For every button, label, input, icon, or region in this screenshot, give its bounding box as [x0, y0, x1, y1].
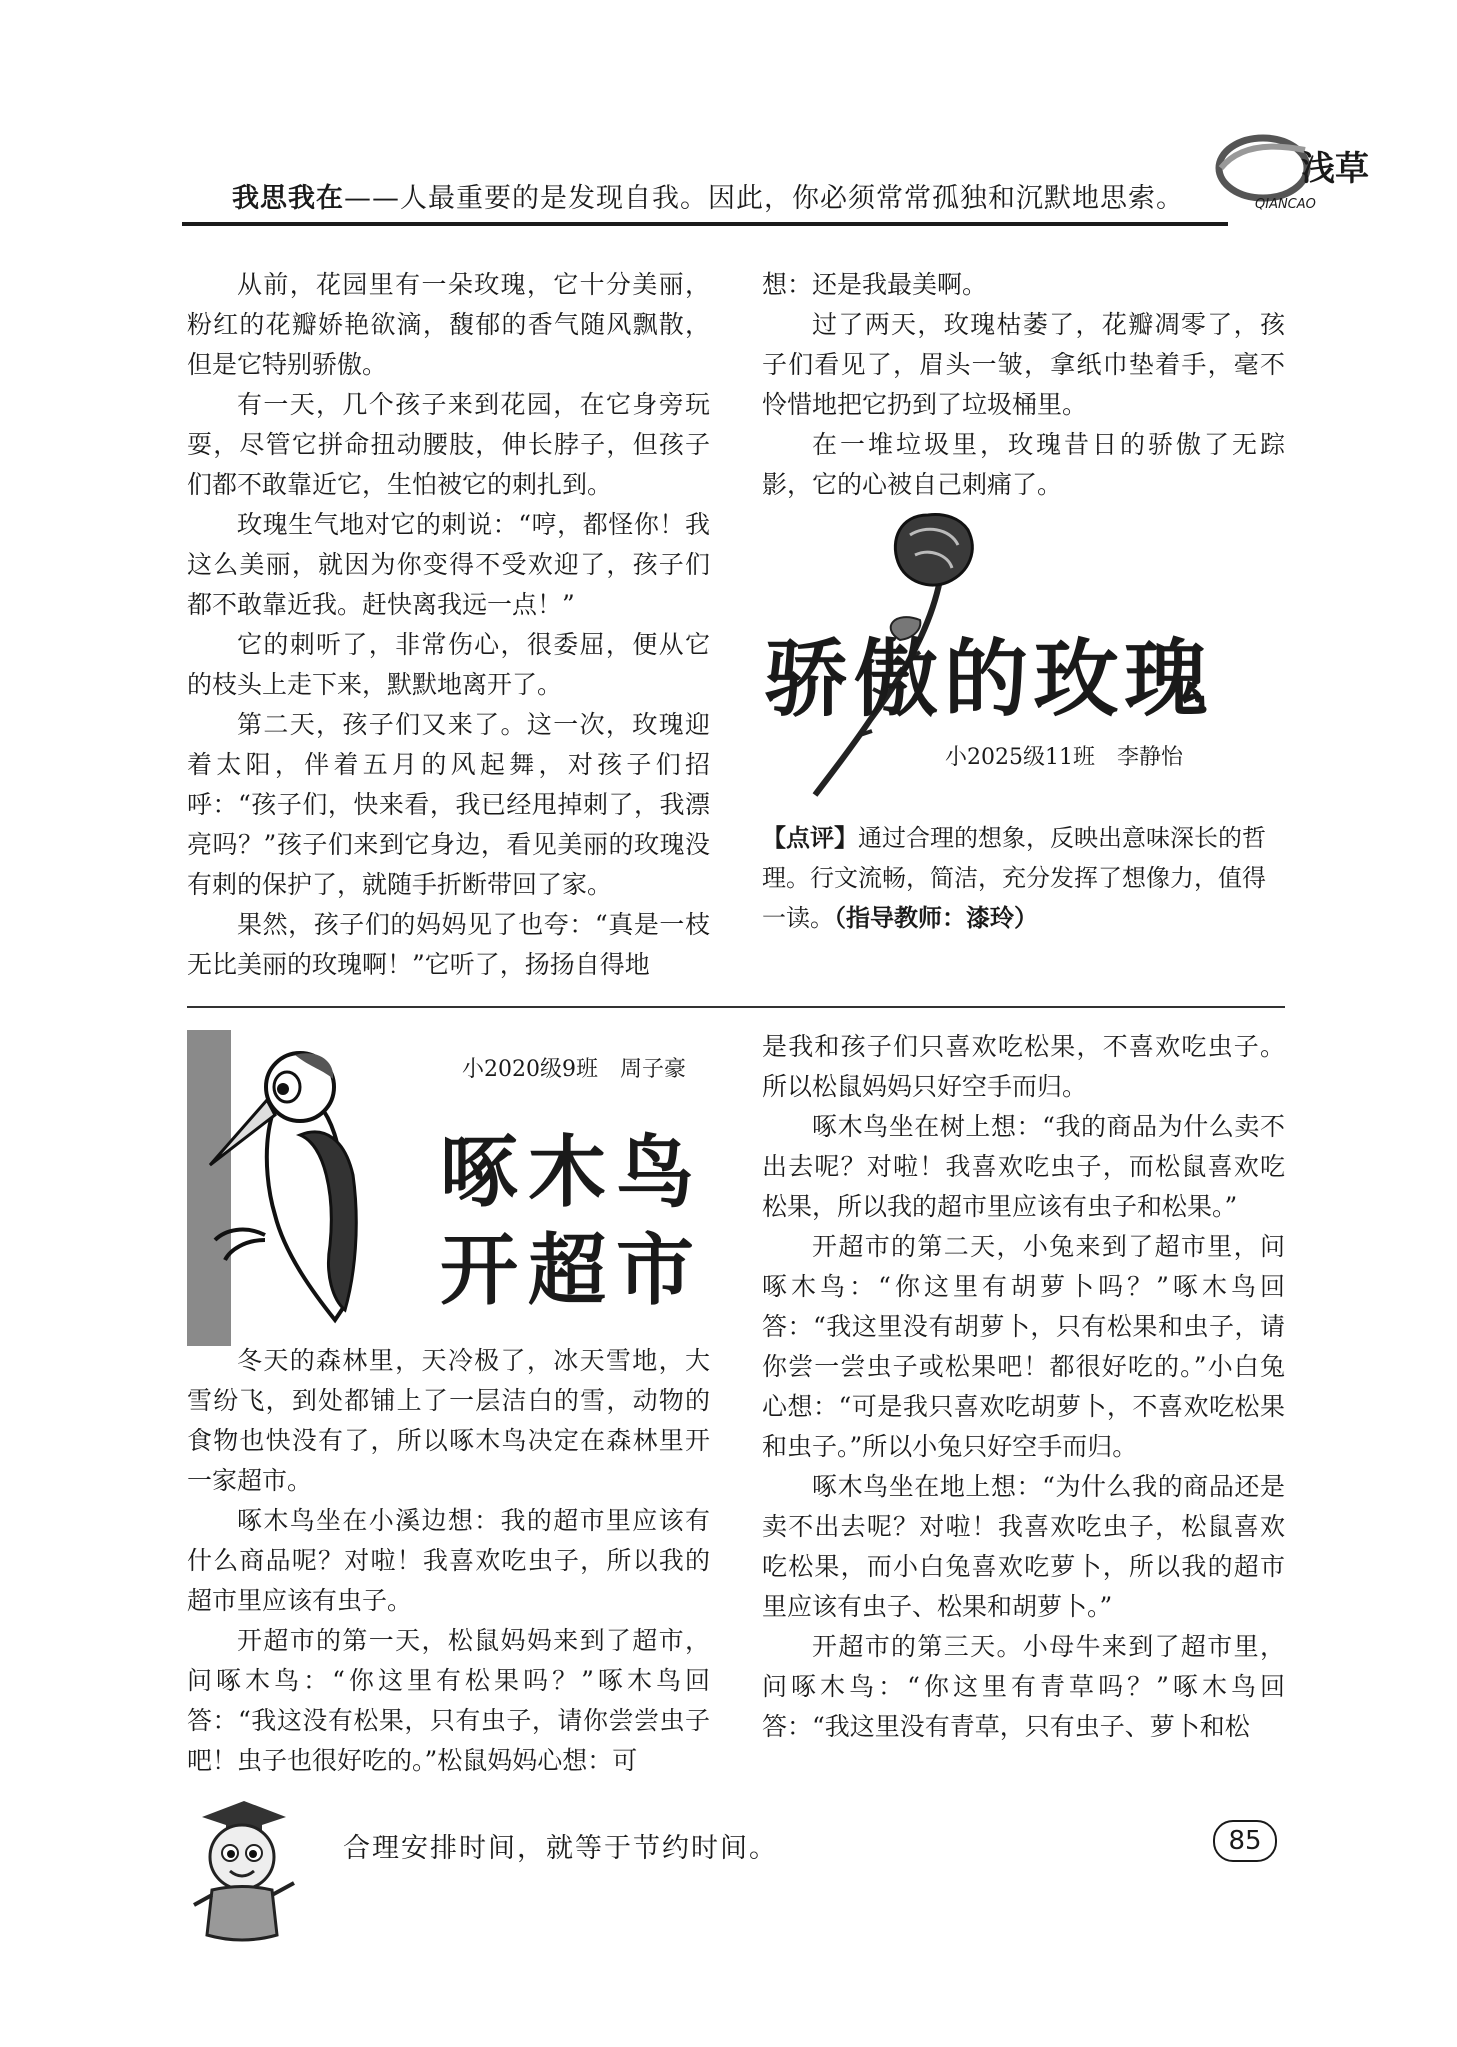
- section-divider: [187, 1006, 1285, 1008]
- rose-story-title: 骄傲的玫瑰: [764, 630, 1215, 728]
- woodpecker-story-title-line2: 开超市: [440, 1226, 705, 1316]
- rose-story-column-1: [187, 265, 710, 985]
- comment-body: 通过合理的想象，反映出意味深长的哲理。行文流畅，简洁，充分发挥了想像力，值得一读。: [762, 824, 1266, 932]
- teacher-comment: [762, 818, 1285, 938]
- paragraph: 果然，孩子们的妈妈见了也夸：“真是一枝无比美丽的玫瑰啊！”它听了，扬扬自得地: [187, 910, 710, 979]
- qiancao-logo-icon: [1205, 128, 1369, 224]
- paragraph: 啄木鸟坐在小溪边想：我的超市里应该有什么商品呢？对啦！我喜欢吃虫子，所以我的超市里应该有虫子。: [187, 1506, 710, 1615]
- woodpecker-story-column-2: [762, 1027, 1285, 1747]
- graduate-mascot-icon: [182, 1795, 302, 1960]
- rose-story-author: 小2025级11班 李静怡: [945, 745, 1183, 770]
- woodpecker-story-column-1: [187, 1341, 710, 1781]
- paragraph: 第二天，孩子们又来了。这一次，玫瑰迎着太阳，伴着五月的风起舞，对孩子们招呼：“孩子们，快来看，我已经甩掉刺了，我漂亮吗？”孩子们来到它身边，看见美丽的玫瑰没有刺的保护了，就随手折断带回了家。: [187, 710, 710, 899]
- logo-text: 浅草: [1301, 149, 1369, 189]
- woodpecker-story-author: 小2020级9班 周子豪: [462, 1057, 686, 1082]
- paragraph: 有一天，几个孩子来到花园，在它身旁玩耍，尽管它拼命扭动腰肢，伸长脖子，但孩子们都不敢靠近它，生怕被它的刺扎到。: [187, 390, 710, 499]
- rose-story-column-2: [762, 265, 1285, 505]
- paragraph: 它的刺听了，非常伤心，很委屈，便从它的枝头上走下来，默默地离开了。: [187, 630, 710, 699]
- paragraph-continued: 是我和孩子们只喜欢吃松果，不喜欢吃虫子。所以松鼠妈妈只好空手而归。: [762, 1032, 1285, 1101]
- comment-tag: 【点评】: [762, 824, 858, 852]
- paragraph: 啄木鸟坐在地上想：“为什么我的商品还是卖不出去呢？对啦！我喜欢吃虫子，松鼠喜欢吃松果，而小白兔喜欢吃萝卜，所以我的超市里应该有虫子、松果和胡萝卜。”: [762, 1472, 1285, 1621]
- paragraph: 从前，花园里有一朵玫瑰，它十分美丽，粉红的花瓣娇艳欲滴，馥郁的香气随风飘散，但是它特别骄傲。: [187, 270, 710, 379]
- paragraph: 冬天的森林里，天冷极了，冰天雪地，大雪纷飞，到处都铺上了一层洁白的雪，动物的食物也快没有了，所以啄木鸟决定在森林里开一家超市。: [187, 1346, 710, 1495]
- paragraph-continued: 想：还是我最美啊。: [762, 270, 988, 299]
- paragraph: 过了两天，玫瑰枯萎了，花瓣凋零了，孩子们看见了，眉头一皱，拿纸巾垫着手，毫不怜惜地把它扔到了垃圾桶里。: [762, 310, 1285, 419]
- paragraph: 啄木鸟坐在树上想：“我的商品为什么卖不出去呢？对啦！我喜欢吃虫子，而松鼠喜欢吃松果，所以我的超市里应该有虫子和松果。”: [762, 1112, 1285, 1221]
- column-name: 我思我在: [232, 183, 344, 214]
- logo-subtext: QIANCAO: [1255, 197, 1316, 212]
- paragraph: 开超市的第一天，松鼠妈妈来到了超市，问啄木鸟：“你这里有松果吗？”啄木鸟回答：“我这没有松果，只有虫子，请你尝尝虫子吧！虫子也很好吃的。”松鼠妈妈心想：可: [187, 1626, 710, 1775]
- running-header: [232, 176, 1184, 215]
- paragraph: 在一堆垃圾里，玫瑰昔日的骄傲了无踪影，它的心被自己刺痛了。: [762, 430, 1285, 499]
- page-number: 85: [1213, 1820, 1277, 1862]
- header-rule: [182, 222, 1228, 226]
- paragraph: 开超市的第二天，小兔来到了超市里，问啄木鸟：“你这里有胡萝卜吗？”啄木鸟回答：“我这里没有胡萝卜，只有松果和虫子，请你尝一尝虫子或松果吧！都很好吃的。”小白兔心想：“可是我只喜欢吃胡萝卜，不喜欢吃松果和虫子。”所以小兔只好空手而归。: [762, 1232, 1285, 1461]
- woodpecker-story-title-line1: 啄木鸟: [440, 1128, 705, 1218]
- paragraph: 开超市的第三天。小母牛来到了超市里，问啄木鸟：“你这里有青草吗？”啄木鸟回答：“我这里没有青草，只有虫子、萝卜和松: [762, 1632, 1285, 1741]
- header-motto: ——人最重要的是发现自我。因此，你必须常常孤独和沉默地思索。: [344, 183, 1184, 214]
- woodpecker-icon: [205, 1045, 395, 1325]
- teacher-credit: （指导教师：漆玲）: [834, 904, 1038, 932]
- footer-slogan: 合理安排时间，就等于节约时间。: [343, 1833, 778, 1864]
- paragraph: 玫瑰生气地对它的刺说：“哼，都怪你！我这么美丽，就因为你变得不受欢迎了，孩子们都不敢靠近我。赶快离我远一点！”: [187, 510, 710, 619]
